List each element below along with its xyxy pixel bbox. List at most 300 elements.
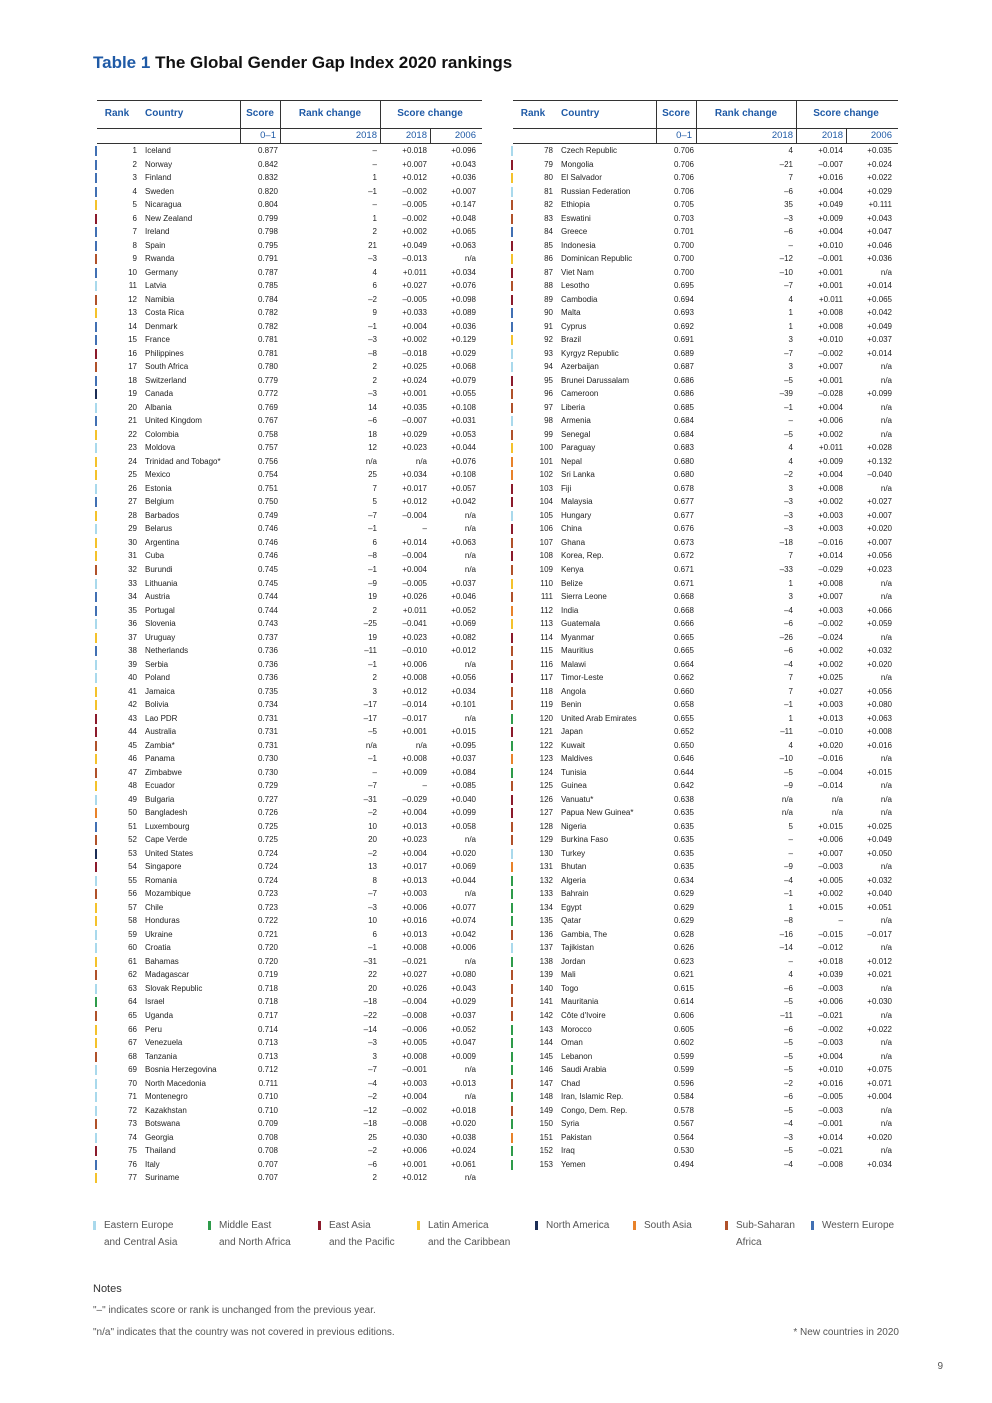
cell-rank-change: 7 [788, 686, 793, 696]
cell-rank: 38 [128, 646, 137, 656]
table-row [97, 387, 482, 401]
cell-country: Mauritius [561, 646, 594, 656]
cell-country: North Macedonia [145, 1078, 206, 1088]
table-row [97, 347, 482, 361]
cell-score-change-2006: +0.024 [867, 159, 892, 169]
cell-rank-change: –1 [784, 889, 793, 899]
cell-rank-change: –3 [368, 1038, 377, 1048]
cell-score-change-2018: +0.001 [402, 727, 427, 737]
cell-rank-change: – [372, 159, 377, 169]
cell-rank: 81 [544, 186, 553, 196]
cell-rank: 37 [128, 632, 137, 642]
cell-rank: 10 [128, 267, 137, 277]
table-row [513, 671, 898, 685]
cell-score-change-2006: +0.063 [451, 240, 476, 250]
cell-score-change-2018: +0.004 [818, 186, 843, 196]
cell-rank: 29 [128, 524, 137, 534]
cell-score-change-2006: +0.071 [867, 1078, 892, 1088]
cell-score: 0.842 [257, 159, 278, 169]
cell-score: 0.769 [257, 402, 278, 412]
cell-score: 0.707 [257, 1159, 278, 1169]
cell-rank-change: –1 [368, 659, 377, 669]
cell-score-change-2018: +0.010 [818, 240, 843, 250]
cell-rank: 9 [132, 254, 137, 264]
legend-swatch [535, 1221, 538, 1230]
table-row [513, 1104, 898, 1118]
cell-rank: 138 [539, 956, 553, 966]
cell-score-change-2006: n/a [880, 943, 892, 953]
cell-score-change-2018: +0.016 [818, 173, 843, 183]
table-row [513, 847, 898, 861]
cell-score: 0.757 [257, 443, 278, 453]
cell-score-change-2018: +0.018 [818, 956, 843, 966]
cell-score-change-2006: n/a [464, 1065, 476, 1075]
cell-score-change-2006: +0.031 [451, 416, 476, 426]
cell-score: 0.751 [257, 483, 278, 493]
cell-country: Eswatini [561, 213, 591, 223]
cell-country: Peru [145, 1024, 162, 1034]
cell-score-change-2018: +0.025 [402, 362, 427, 372]
cell-rank: 48 [128, 781, 137, 791]
cell-score-change-2018: +0.004 [402, 1092, 427, 1102]
cell-score-change-2018: –0.013 [402, 254, 427, 264]
cell-rank: 18 [128, 375, 137, 385]
cell-score-change-2006: +0.046 [451, 592, 476, 602]
cell-score: 0.660 [673, 686, 694, 696]
cell-country: Burundi [145, 564, 173, 574]
cell-rank: 57 [128, 902, 137, 912]
table-row [97, 1104, 482, 1118]
cell-rank-change: 22 [368, 970, 377, 980]
cell-rank-change: – [372, 200, 377, 210]
cell-score: 0.642 [673, 781, 694, 791]
cell-score: 0.695 [673, 281, 694, 291]
legend-label: Latin America and the Caribbean [428, 1220, 511, 1248]
cell-country: Lesotho [561, 281, 590, 291]
header-score-change: Score change [397, 108, 463, 119]
table-row [513, 914, 898, 928]
note-unchanged: "–" indicates score or rank is unchanged from the previous year. [93, 1305, 376, 1316]
cell-country: Greece [561, 227, 588, 237]
cell-score-change-2006: +0.132 [867, 456, 892, 466]
cell-country: Nicaragua [145, 200, 182, 210]
cell-country: Qatar [561, 916, 582, 926]
cell-rank-change: –4 [784, 875, 793, 885]
table-row [513, 1131, 898, 1145]
cell-score-change-2018: +0.014 [818, 1132, 843, 1142]
cell-score-change-2006: +0.069 [451, 619, 476, 629]
cell-rank-change: –5 [784, 997, 793, 1007]
cell-score: 0.700 [673, 240, 694, 250]
cell-rank-change: –6 [784, 186, 793, 196]
cell-score-change-2018: +0.014 [818, 551, 843, 561]
cell-rank: 108 [539, 551, 553, 561]
cell-score: 0.737 [257, 632, 278, 642]
table-row [97, 441, 482, 455]
cell-rank: 151 [539, 1132, 553, 1142]
cell-rank-change: –12 [779, 254, 793, 264]
table-row [97, 144, 482, 158]
cell-country: Myanmar [561, 632, 595, 642]
cell-score-change-2006: +0.077 [451, 902, 476, 912]
cell-score-change-2006: n/a [880, 862, 892, 872]
cell-score-change-2018: +0.004 [402, 564, 427, 574]
cell-rank: 118 [540, 686, 553, 696]
cell-score-change-2006: +0.040 [867, 889, 892, 899]
cell-score-change-2006: n/a [880, 267, 892, 277]
cell-rank: 58 [128, 916, 137, 926]
cell-rank-change: –8 [368, 551, 377, 561]
cell-score-change-2018: +0.001 [402, 1159, 427, 1169]
cell-score: 0.724 [257, 875, 278, 885]
cell-country: Finland [145, 173, 172, 183]
cell-rank: 3 [132, 173, 137, 183]
table-row [97, 225, 482, 239]
table-row [97, 239, 482, 253]
cell-score-change-2018: –0.007 [818, 159, 843, 169]
cell-country: Mongolia [561, 159, 594, 169]
cell-score-change-2006: +0.069 [451, 862, 476, 872]
cell-country: South Africa [145, 362, 189, 372]
cell-country: Lebanon [561, 1051, 593, 1061]
cell-rank: 99 [544, 429, 553, 439]
cell-rank-change: 1 [788, 321, 793, 331]
table-row [513, 739, 898, 753]
cell-score-change-2006: –0.040 [867, 470, 892, 480]
cell-rank: 153 [539, 1159, 553, 1169]
cell-country: Sweden [145, 186, 174, 196]
table-row [513, 306, 898, 320]
table-row [97, 455, 482, 469]
cell-score-change-2006: +0.009 [451, 1051, 476, 1061]
cell-score: 0.635 [673, 862, 694, 872]
legend-item [208, 1217, 291, 1251]
table-row [513, 522, 898, 536]
cell-score-change-2018: +0.006 [818, 835, 843, 845]
cell-score-change-2006: n/a [880, 1105, 892, 1115]
cell-score: 0.756 [257, 456, 278, 466]
legend-item [633, 1217, 692, 1234]
cell-country: Norway [145, 159, 173, 169]
cell-score-change-2018: –0.001 [818, 1119, 843, 1129]
cell-score: 0.662 [673, 673, 694, 683]
cell-score-change-2018: +0.009 [402, 767, 427, 777]
cell-score: 0.677 [673, 510, 694, 520]
cell-score-change-2006: +0.085 [451, 781, 476, 791]
cell-score-change-2018: –0.008 [402, 1119, 427, 1129]
cell-country: Turkey [561, 848, 586, 858]
cell-rank: 14 [128, 321, 137, 331]
table-row [513, 333, 898, 347]
cell-score: 0.672 [673, 551, 694, 561]
table-row [513, 1036, 898, 1050]
cell-country: Trinidad and Tobago* [145, 456, 221, 466]
cell-score: 0.629 [673, 916, 694, 926]
cell-score-change-2018: +0.001 [818, 281, 843, 291]
cell-score-change-2018: –0.004 [818, 767, 843, 777]
legend-swatch [417, 1221, 420, 1230]
cell-country: Liberia [561, 402, 586, 412]
cell-country: Côte d'Ivoire [561, 1011, 606, 1020]
cell-rank: 149 [539, 1105, 553, 1115]
cell-score-change-2006: n/a [464, 564, 476, 574]
header-score: Score [662, 108, 690, 119]
cell-score-change-2006: +0.036 [451, 321, 476, 331]
cell-score-change-2018: –0.016 [818, 537, 843, 547]
cell-country: Czech Republic [561, 146, 618, 155]
cell-rank-change: –18 [363, 997, 377, 1007]
cell-score-change-2018: +0.004 [818, 402, 843, 412]
cell-rank: 66 [128, 1024, 137, 1034]
cell-score-change-2006: +0.040 [451, 794, 476, 804]
cell-rank-change: –5 [784, 1038, 793, 1048]
table-row [97, 941, 482, 955]
cell-score: 0.635 [673, 835, 694, 845]
cell-score-change-2006: +0.024 [451, 1146, 476, 1156]
cell-score-change-2006: n/a [880, 983, 892, 993]
cell-rank: 53 [128, 848, 137, 858]
table-row [97, 495, 482, 509]
legend-label: North America [546, 1220, 610, 1231]
cell-score-change-2018: +0.011 [402, 605, 427, 615]
cell-country: Saudi Arabia [561, 1065, 607, 1075]
cell-country: France [145, 335, 170, 345]
cell-score-change-2018: +0.002 [818, 646, 843, 656]
cell-score-change-2006: +0.004 [867, 1092, 892, 1102]
table-row [97, 766, 482, 780]
cell-rank: 131 [539, 862, 553, 872]
cell-rank-change: –2 [368, 1092, 377, 1102]
cell-rank: 110 [540, 578, 553, 588]
cell-country: Nigeria [561, 821, 587, 831]
cell-score-change-2018: –0.014 [818, 781, 843, 791]
cell-score: 0.701 [673, 227, 694, 237]
cell-score-change-2018: +0.027 [402, 281, 427, 291]
cell-rank: 82 [544, 200, 553, 210]
cell-country: United Arab Emirates [561, 713, 637, 723]
cell-score: 0.614 [673, 997, 694, 1007]
cell-rank: 78 [544, 146, 553, 155]
cell-rank-change: –31 [363, 956, 377, 966]
cell-score-change-2006: +0.111 [868, 200, 892, 210]
cell-rank: 97 [544, 402, 553, 412]
cell-score-change-2018: +0.013 [818, 713, 843, 723]
cell-rank: 127 [539, 808, 553, 818]
cell-score-change-2018: +0.007 [402, 159, 427, 169]
table-row [513, 441, 898, 455]
cell-score: 0.626 [673, 943, 694, 953]
cell-rank-change: –1 [368, 524, 377, 534]
cell-country: Malawi [561, 659, 586, 669]
cell-rank-change: –4 [784, 605, 793, 615]
cell-score-change-2006: +0.032 [867, 646, 892, 656]
cell-rank-change: –1 [368, 943, 377, 953]
table-row [513, 509, 898, 523]
cell-rank: 150 [539, 1119, 553, 1129]
header-score: Score [246, 108, 274, 119]
cell-score: 0.780 [257, 362, 278, 372]
cell-score-change-2006: n/a [880, 808, 892, 818]
cell-rank: 95 [544, 375, 553, 385]
cell-rank-change: –3 [368, 335, 377, 345]
header-rank: Rank [520, 108, 546, 119]
cell-rank: 98 [544, 416, 553, 426]
table-row [513, 968, 898, 982]
cell-score-change-2006: +0.079 [451, 375, 476, 385]
cell-score: 0.685 [673, 402, 694, 412]
cell-score: 0.736 [257, 673, 278, 683]
cell-score: 0.744 [257, 592, 278, 602]
cell-country: Mauritania [561, 997, 599, 1007]
table-row [97, 901, 482, 915]
cell-score-change-2018: –0.021 [402, 956, 427, 966]
cell-score-change-2018: +0.017 [402, 862, 427, 872]
table-row [513, 482, 898, 496]
cell-score: 0.799 [257, 213, 278, 223]
cell-country: Senegal [561, 429, 591, 439]
cell-rank-change: n/a [781, 808, 793, 818]
table-row [97, 847, 482, 861]
cell-rank-change: –5 [368, 727, 377, 737]
cell-country: Montenegro [145, 1092, 188, 1102]
cell-rank: 147 [539, 1078, 553, 1088]
table-row [97, 374, 482, 388]
table-row [97, 279, 482, 293]
cell-score-change-2018: +0.034 [402, 470, 427, 480]
cell-score-change-2018: +0.027 [402, 970, 427, 980]
cell-score: 0.700 [673, 254, 694, 264]
cell-score-change-2018: +0.009 [818, 213, 843, 223]
table-row [97, 1090, 482, 1104]
cell-score-change-2018: n/a [831, 808, 843, 818]
cell-score: 0.677 [673, 497, 694, 507]
cell-score-change-2006: n/a [880, 673, 892, 683]
cell-score: 0.724 [257, 848, 278, 858]
cell-rank-change: –3 [368, 902, 377, 912]
cell-country: Korea, Rep. [561, 551, 604, 561]
cell-country: Bolivia [145, 700, 169, 710]
cell-score-change-2018: –0.005 [402, 578, 427, 588]
table-row [97, 874, 482, 888]
cell-country: Costa Rica [145, 308, 185, 318]
cell-rank: 135 [539, 916, 553, 926]
cell-score-change-2006: +0.037 [451, 1011, 476, 1020]
cell-rank: 21 [128, 416, 137, 426]
legend-item [725, 1217, 795, 1251]
cell-rank-change: 3 [788, 362, 793, 372]
cell-rank-change: 10 [368, 916, 377, 926]
cell-score-change-2006: +0.074 [451, 916, 476, 926]
cell-score-change-2006: +0.020 [451, 1119, 476, 1129]
cell-country: Cape Verde [145, 835, 188, 845]
cell-score-change-2018: +0.001 [818, 375, 843, 385]
cell-country: Sierra Leone [561, 592, 607, 602]
legend-swatch [811, 1221, 814, 1230]
cell-score: 0.671 [673, 578, 694, 588]
cell-rank-change: –14 [363, 1024, 377, 1034]
cell-score-change-2006: +0.027 [867, 497, 892, 507]
cell-country: Switzerland [145, 375, 187, 385]
cell-country: Suriname [145, 1173, 180, 1183]
cell-score-change-2006: n/a [880, 781, 892, 791]
table-row [513, 225, 898, 239]
table-row [97, 955, 482, 969]
table-row [97, 658, 482, 672]
cell-score-change-2018: +0.015 [818, 902, 843, 912]
table-row [97, 333, 482, 347]
cell-score-change-2006: +0.063 [451, 537, 476, 547]
cell-rank: 122 [539, 740, 553, 750]
cell-rank: 23 [128, 443, 137, 453]
cell-score-change-2006: +0.012 [451, 646, 476, 656]
cell-country: El Salvador [561, 173, 602, 183]
cell-score-change-2006: +0.018 [451, 1105, 476, 1115]
cell-rank-change: –6 [784, 1092, 793, 1102]
cell-score-change-2006: n/a [880, 402, 892, 412]
header-country: Country [145, 108, 184, 119]
cell-rank-change: 1 [372, 173, 377, 183]
cell-score-change-2018: +0.018 [402, 146, 427, 155]
cell-score-change-2018: –0.014 [402, 700, 427, 710]
cell-rank: 71 [128, 1092, 137, 1102]
region-legend [93, 1217, 903, 1257]
cell-rank-change: n/a [781, 794, 793, 804]
cell-score-change-2018: –0.041 [402, 619, 427, 629]
cell-country: Vanuatu* [561, 794, 594, 804]
cell-score: 0.584 [673, 1092, 694, 1102]
table-header [513, 100, 898, 129]
table-row [97, 617, 482, 631]
cell-score: 0.564 [673, 1132, 694, 1142]
cell-score-change-2018: +0.023 [402, 632, 427, 642]
cell-country: Mozambique [145, 889, 191, 899]
cell-score: 0.530 [673, 1146, 694, 1156]
cell-score-change-2018: n/a [831, 794, 843, 804]
cell-rank: 96 [544, 389, 553, 399]
table-row [513, 766, 898, 780]
table-row [97, 482, 482, 496]
cell-country: Viet Nam [561, 267, 594, 277]
cell-score-change-2018: +0.005 [818, 875, 843, 885]
cell-rank-change: 4 [788, 740, 793, 750]
cell-country: Portugal [145, 605, 175, 615]
cell-rank: 35 [128, 605, 137, 615]
cell-score-change-2018: +0.013 [402, 821, 427, 831]
table-body [97, 144, 482, 1185]
cell-country: Bosnia Herzegovina [145, 1065, 217, 1075]
cell-rank: 13 [128, 308, 137, 318]
cell-score-change-2018: +0.015 [818, 821, 843, 831]
cell-rank: 6 [132, 213, 137, 223]
cell-score-change-2006: +0.029 [451, 997, 476, 1007]
table-row [97, 712, 482, 726]
table-row [513, 725, 898, 739]
cell-score: 0.772 [257, 389, 278, 399]
cell-rank: 32 [128, 564, 137, 574]
cell-score: 0.782 [257, 308, 278, 318]
cell-score: 0.706 [673, 186, 694, 196]
cell-score: 0.605 [673, 1024, 694, 1034]
cell-country: Yemen [561, 1159, 586, 1169]
cell-rank: 125 [539, 781, 553, 791]
table-row [97, 360, 482, 374]
cell-score-change-2018: +0.001 [818, 267, 843, 277]
table-row [97, 1171, 482, 1185]
cell-score-change-2006: +0.076 [451, 281, 476, 291]
cell-rank: 26 [128, 483, 137, 493]
cell-score-change-2006: n/a [880, 754, 892, 764]
cell-rank: 106 [539, 524, 553, 534]
